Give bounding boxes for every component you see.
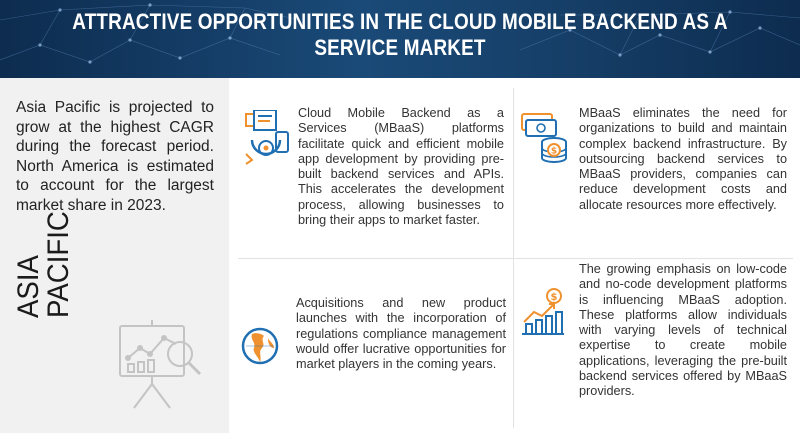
svg-text:$: $: [550, 292, 558, 303]
horizontal-divider: [238, 258, 793, 259]
svg-text:$: $: [550, 146, 558, 157]
analytics-board-icon: [114, 318, 206, 414]
opportunity-text-2: MBaaS eliminates the need for organizations to build and maintain complex backend infrastructure. By outsourcing backend services to MBaaS providers, companies can reduce development costs and allocate resources more effectively.: [579, 106, 787, 212]
region-line-2: PACIFIC: [42, 211, 75, 318]
app-development-icon: [242, 110, 292, 166]
opportunity-text-4: The growing emphasis on low-code and no-code development platforms is influencing MBaaS adoption. These platforms allow individuals with varying levels of technical expertise to create mobile applications, leveraging the pre-built backend services offered by MBaaS providers.: [579, 262, 787, 399]
opportunity-text-3: Acquisitions and new product launches with the incorporation of regulations compliance management would offer lucrative opportunities for market players in the coming years.: [296, 296, 506, 372]
region-line-1: ASIA: [12, 255, 45, 318]
growth-chart-icon: [520, 288, 566, 336]
globe-icon: [240, 326, 280, 366]
region-label: [12, 211, 94, 318]
summary-text: Asia Pacific is projected to grow at the highest CAGR during the forecast period. North America is estimated to account for the largest market share in 2023.: [16, 99, 214, 214]
header-banner: [0, 0, 800, 78]
cost-savings-icon: [520, 110, 570, 164]
page-title: ATTRACTIVE OPPORTUNITIES IN THE CLOUD MOBILE BACKEND AS A SERVICE MARKET: [72, 9, 728, 60]
opportunity-text-1: Cloud Mobile Backend as a Services (MBaaS) platforms facilitate quick and efficient mobile app development by providing pre-built backend services and APIs. This accelerates the development process, allowing businesses to bring their apps to market faster.: [298, 106, 504, 228]
